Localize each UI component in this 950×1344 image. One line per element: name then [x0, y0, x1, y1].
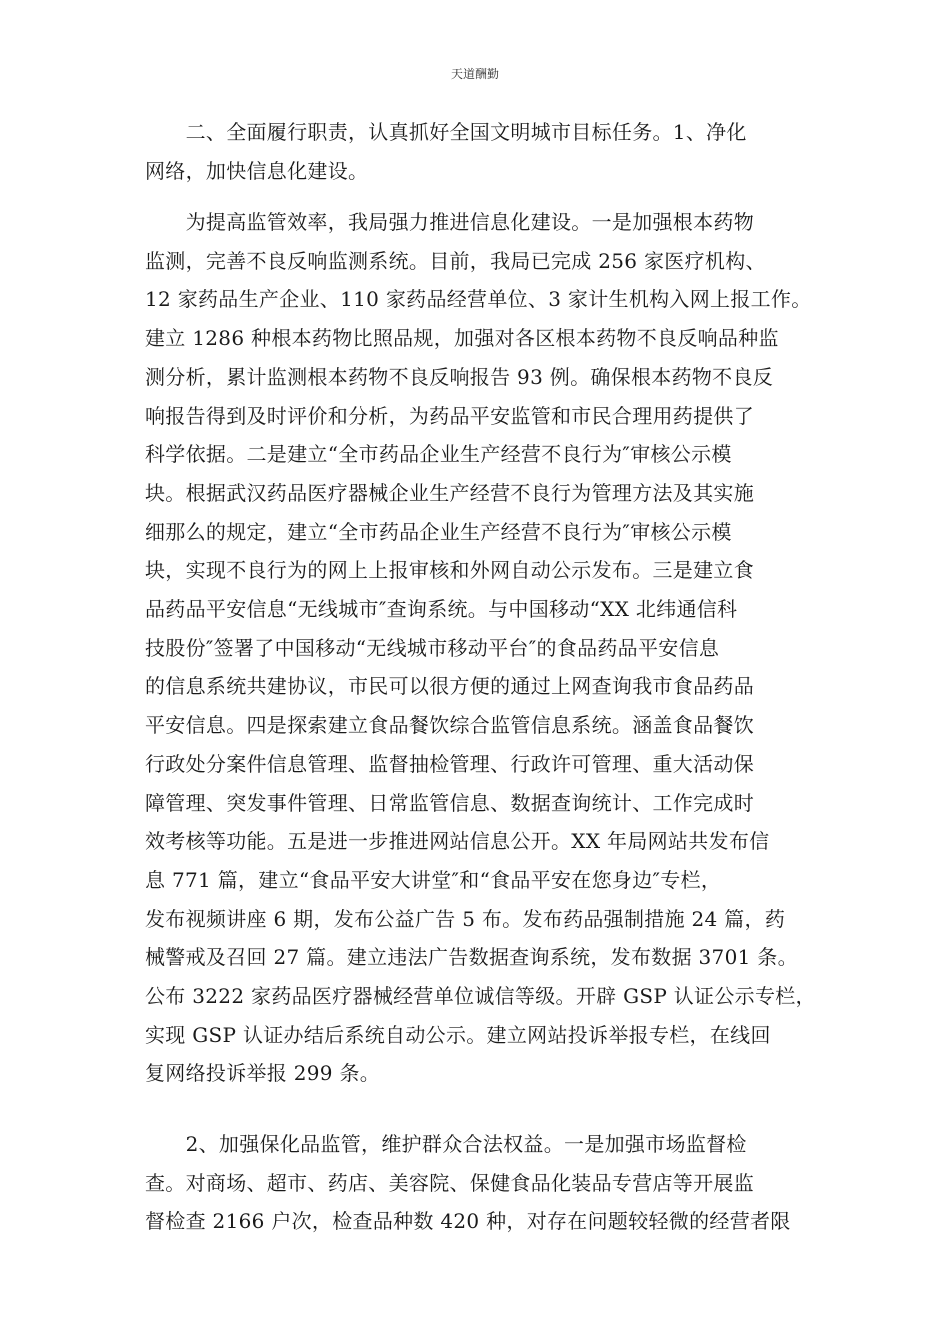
text-line: 块。根据武汉药品医疗器械企业生产经营不良行为管理方法及其实施 [145, 480, 754, 505]
text-line: 督检查 2166 户次，检查品种数 420 种，对存在问题较轻微的经营者限 [145, 1209, 791, 1234]
text-line: 网络，加快信息化建设。 [145, 158, 369, 183]
paragraph-section-two [145, 113, 815, 190]
text-line: 科学依据。二是建立“全市药品企业生产经营不良行为″审核公示模 [145, 442, 732, 467]
text-line: 行政处分案件信息管理、监督抽检管理、行政许可管理、重大活动保 [145, 751, 754, 776]
text-line: 建立 1286 种根本药物比照品规，加强对各区根本药物不良反响品种监 [145, 326, 779, 351]
text-line: 公布 3222 家药品医疗器械经营单位诚信等级。开辟 GSP 认证公示专栏， [145, 984, 816, 1009]
text-line: 障管理、突发事件管理、日常监管信息、数据查询统计、工作完成时 [145, 790, 754, 815]
text-line: 效考核等功能。五是进一步推进网站信息公开。XX 年局网站共发布信 [145, 829, 770, 854]
text-line: 械警戒及召回 27 篇。建立违法广告数据查询系统，发布数据 3701 条。 [145, 945, 798, 970]
text-line: 查。对商场、超市、药店、美容院、保健食品化装品专营店等开展监 [145, 1170, 754, 1195]
text-line: 的信息系统共建协议，市民可以很方便的通过上网查询我市食品药品 [145, 674, 754, 699]
text-line: 实现 GSP 认证办结后系统自动公示。建立网站投诉举报专栏，在线回 [145, 1022, 771, 1047]
paragraph-cosmetics-supervision [145, 1125, 815, 1241]
text-line: 2、加强保化品监管，维护群众合法权益。一是加强市场监督检 [145, 1132, 747, 1156]
text-line: 技股份″签署了中国移动“无线城市移动平台″的食品药品平安信息 [145, 635, 720, 660]
text-line: 12 家药品生产企业、110 家药品经营单位、3 家计生机构入网上报工作。 [145, 287, 812, 312]
text-line: 复网络投诉举报 299 条。 [145, 1061, 381, 1086]
text-line: 响报告得到及时评价和分析，为药品平安监管和市民合理用药提供了 [145, 403, 754, 428]
text-line: 二、全面履行职责，认真抓好全国文明城市目标任务。1、净化 [145, 120, 747, 144]
text-line: 测分析，累计监测根本药物不良反响报告 93 例。确保根本药物不良反 [145, 364, 774, 389]
paragraph-informatization [145, 203, 815, 1093]
page-header: 天道酬勤 [450, 67, 499, 81]
text-line: 平安信息。四是探索建立食品餐饮综合监管信息系统。涵盖食品餐饮 [145, 713, 754, 738]
text-line: 为提高监管效率，我局强力推进信息化建设。一是加强根本药物 [145, 210, 754, 234]
text-line: 息 771 篇，建立“食品平安大讲堂″和“食品平安在您身边″专栏， [145, 867, 722, 892]
text-line: 细那么的规定，建立“全市药品企业生产经营不良行为″审核公示模 [145, 519, 732, 544]
text-line: 监测，完善不良反响监测系统。目前，我局已完成 256 家医疗机构、 [145, 248, 766, 273]
text-line: 块，实现不良行为的网上上报审核和外网自动公示发布。三是建立食 [145, 558, 754, 583]
text-line: 发布视频讲座 6 期，发布公益广告 5 布。发布药品强制措施 24 篇，药 [145, 906, 786, 931]
text-line: 品药品平安信息“无线城市″查询系统。与中国移动“XX 北纬通信科 [145, 597, 738, 622]
